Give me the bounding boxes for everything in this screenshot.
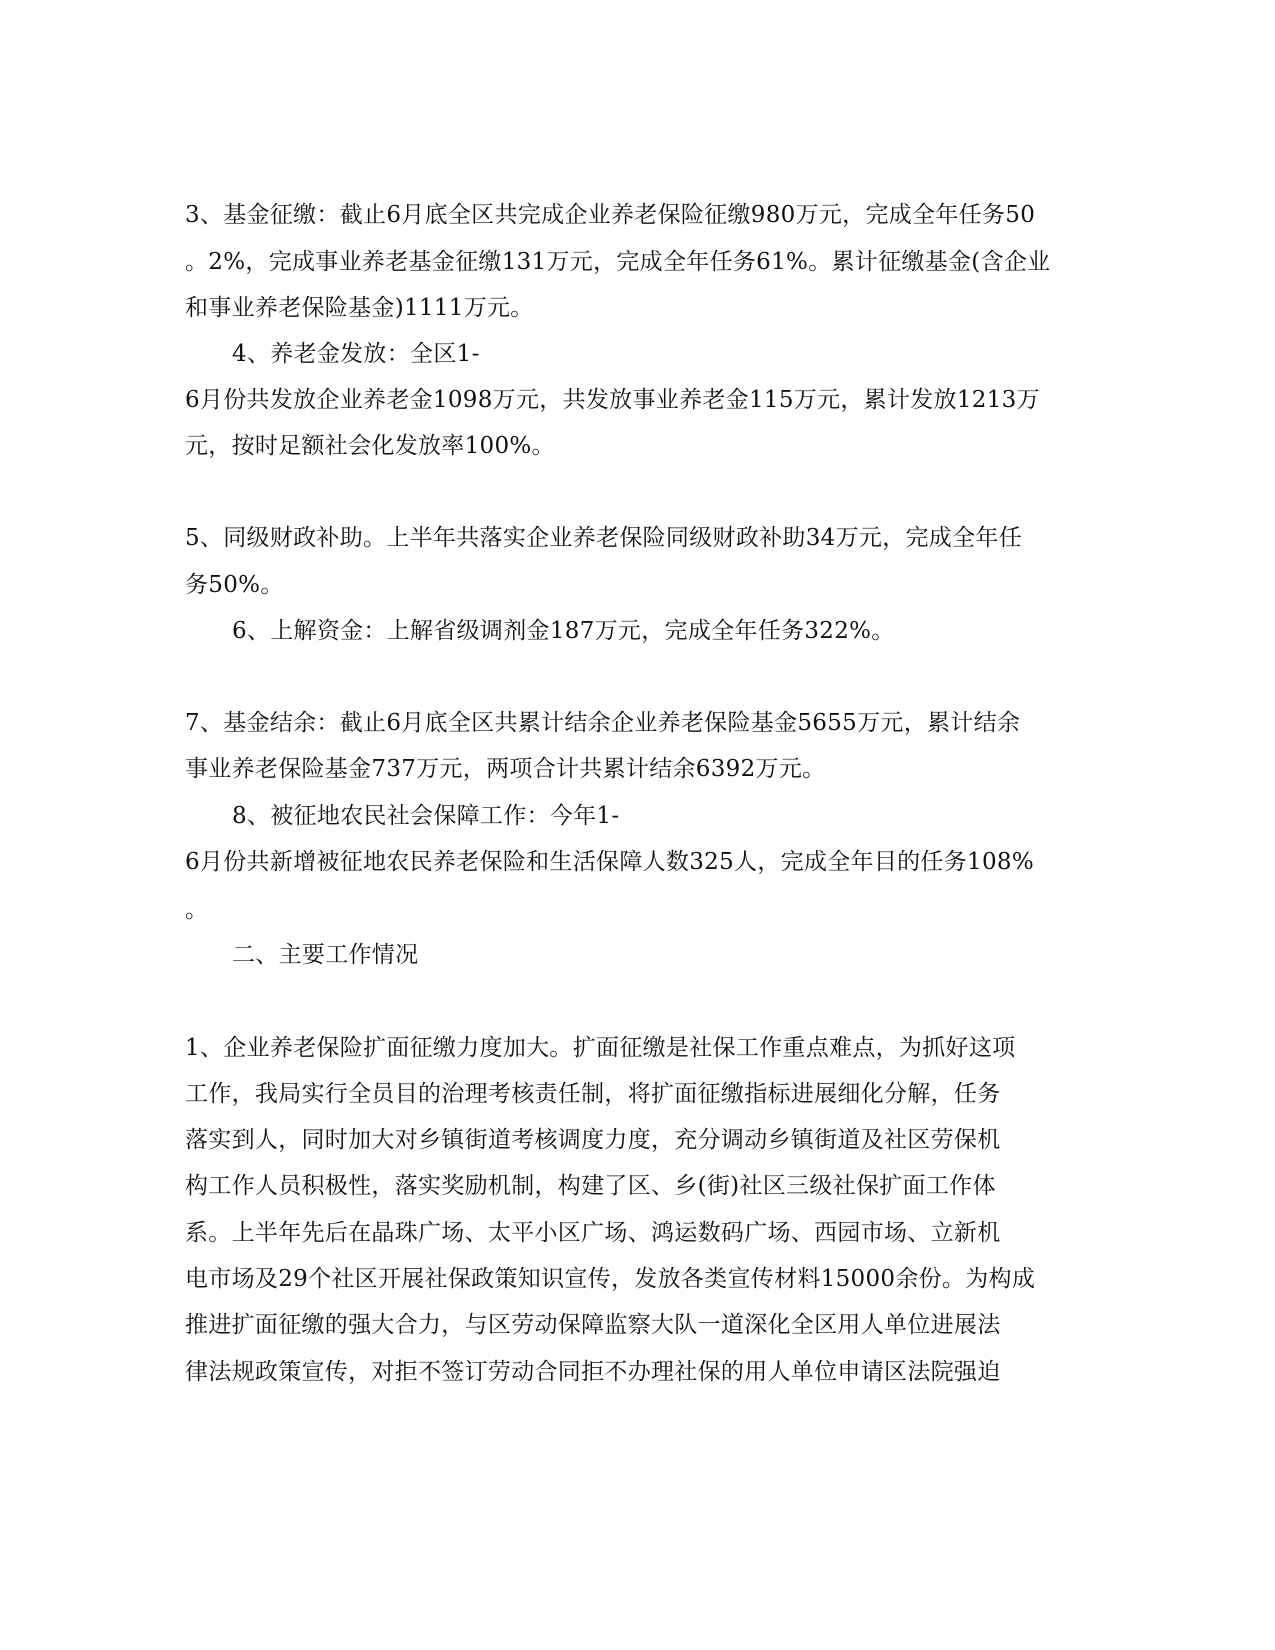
- text-line: 4、养老金发放：全区1-: [232, 341, 480, 367]
- text-line: 务50%。: [185, 572, 284, 598]
- text-line: 元，按时足额社会化发放率100%。: [185, 433, 555, 459]
- text-line: 6月份共新增被征地农民养老保险和生活保障人数325人，完成全年目的任务108%: [185, 849, 1034, 875]
- section-heading: 二、主要工作情况: [232, 942, 419, 968]
- text-line: 3、基金征缴：截止6月底全区共完成企业养老保险征缴980万元，完成全年任务50: [185, 202, 1036, 228]
- text-line: 5、同级财政补助。上半年共落实企业养老保险同级财政补助34万元，完成全年任: [185, 525, 1022, 551]
- text-line: 事业养老保险基金737万元，两项合计共累计结余6392万元。: [185, 756, 826, 782]
- text-line: 律法规政策宣传，对拒不签订劳动合同拒不办理社保的用人单位申请区法院强迫: [185, 1359, 1001, 1385]
- text-line: 。2%，完成事业养老基金征缴131万元，完成全年任务61%。累计征缴基金(含企业: [185, 249, 1051, 275]
- text-line: 构工作人员积极性，落实奖励机制，构建了区、乡(街)社区三级社保扩面工作体: [185, 1173, 996, 1199]
- text-line: 推进扩面征缴的强大合力，与区劳动保障监察大队一道深化全区用人单位进展法: [185, 1312, 1001, 1338]
- text-line: 7、基金结余：截止6月底全区共累计结余企业养老保险基金5655万元，累计结余: [185, 710, 1021, 736]
- text-line: 工作，我局实行全员目的治理考核责任制，将扩面征缴指标进展细化分解，任务: [185, 1081, 1001, 1107]
- text-line: 落实到人，同时加大对乡镇街道考核调度力度，充分调动乡镇街道及社区劳保机: [185, 1127, 1001, 1153]
- text-line: 8、被征地农民社会保障工作：今年1-: [232, 803, 620, 829]
- text-line: 6、上解资金：上解省级调剂金187万元，完成全年任务322%。: [232, 618, 895, 644]
- text-line: 电市场及29个社区开展社保政策知识宣传，发放各类宣传材料15000余份。为构成: [185, 1266, 1036, 1292]
- text-line: 。: [185, 897, 209, 923]
- text-line: 6月份共发放企业养老金1098万元，共发放事业养老金115万元，累计发放1213万: [185, 387, 1040, 413]
- text-line: 1、企业养老保险扩面征缴力度加大。扩面征缴是社保工作重点难点，为抓好这项: [185, 1035, 1016, 1061]
- text-line: 和事业养老保险基金)1111万元。: [185, 295, 534, 321]
- text-line: 系。上半年先后在晶珠广场、太平小区广场、鸿运数码广场、西园市场、立新机: [185, 1220, 1001, 1246]
